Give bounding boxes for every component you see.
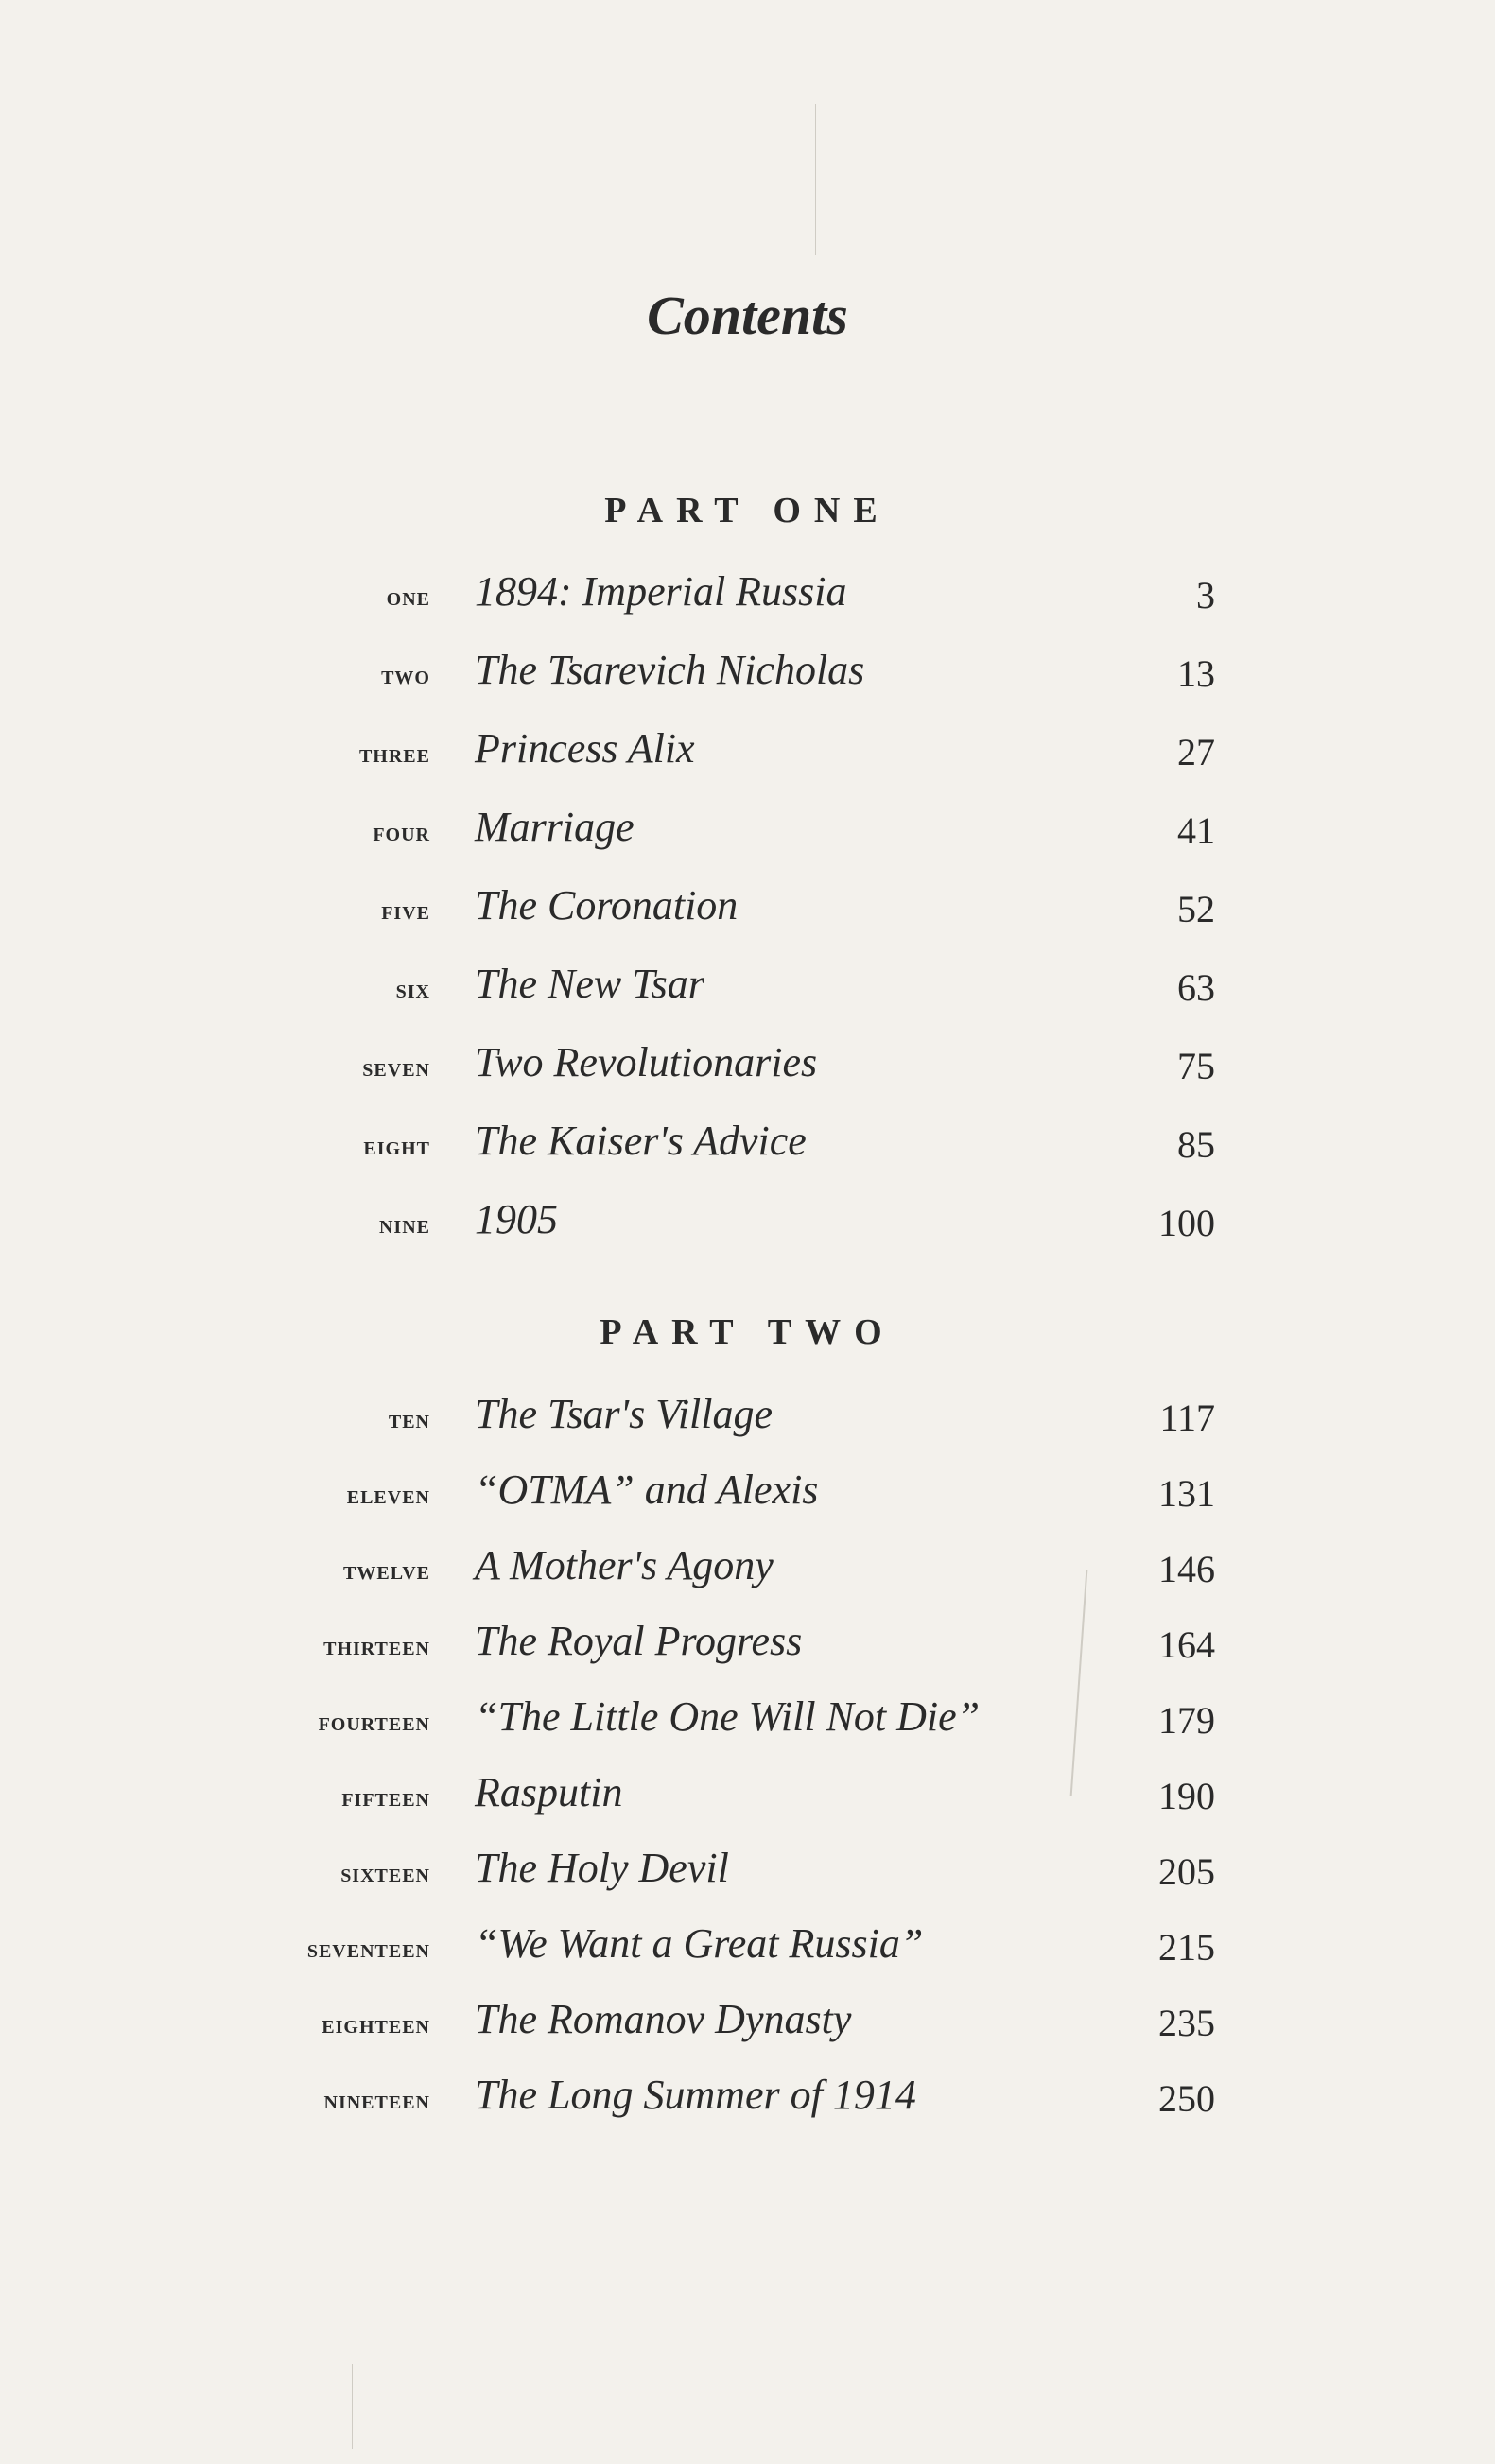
chapter-page-number: 205 [1158, 1850, 1215, 1893]
chapter-number: eight [363, 1132, 430, 1161]
chapter-title: Rasputin [475, 1769, 623, 1815]
toc-entry [0, 960, 1495, 1016]
chapter-page-number: 3 [1196, 574, 1215, 616]
chapter-title: 1905 [475, 1196, 558, 1242]
chapter-page-number: 52 [1177, 888, 1215, 930]
toc-entry [0, 1466, 1495, 1522]
toc-entry [0, 1195, 1495, 1252]
chapter-number: four [373, 818, 430, 847]
chapter-title: The Tsarevich Nicholas [475, 647, 865, 693]
chapter-title: The New Tsar [475, 961, 704, 1007]
chapter-page-number: 250 [1158, 2077, 1215, 2120]
chapter-number: twelve [343, 1556, 430, 1586]
chapter-number: eleven [346, 1481, 430, 1510]
chapter-page-number: 164 [1158, 1623, 1215, 1666]
chapter-number: three [358, 739, 430, 769]
chapter-title: The Royal Progress [475, 1618, 803, 1664]
chapter-page-number: 117 [1159, 1397, 1215, 1439]
chapter-page-number: 190 [1158, 1775, 1215, 1817]
chapter-title: The Tsar's Village [475, 1391, 774, 1437]
chapter-title: The Kaiser's Advice [475, 1118, 807, 1164]
toc-entry [0, 1617, 1495, 1674]
chapter-page-number: 27 [1177, 731, 1215, 773]
chapter-title: Two Revolutionaries [475, 1039, 818, 1085]
chapter-page-number: 75 [1177, 1045, 1215, 1087]
chapter-page-number: 215 [1158, 1926, 1215, 1969]
chapter-page-number: 131 [1158, 1472, 1215, 1515]
paper-crease [352, 2364, 353, 2449]
chapter-page-number: 85 [1177, 1123, 1215, 1166]
chapter-number: eighteen [322, 2010, 430, 2039]
chapter-page-number: 63 [1177, 966, 1215, 1009]
chapter-number: two [381, 661, 430, 690]
page-title: Contents [647, 285, 848, 346]
chapter-page-number: 41 [1177, 809, 1215, 852]
paper-crease [1070, 1570, 1088, 1796]
toc-entry [0, 567, 1495, 624]
part-heading-one: PART ONE [604, 491, 891, 530]
toc-entry [0, 1117, 1495, 1173]
chapter-page-number: 146 [1158, 1548, 1215, 1590]
chapter-number: seven [362, 1053, 430, 1083]
chapter-number: six [395, 975, 430, 1004]
toc-entry [0, 1995, 1495, 2052]
toc-entry [0, 1919, 1495, 1976]
chapter-number: five [381, 896, 430, 926]
toc-entry [0, 881, 1495, 938]
part-heading-two: PART TWO [600, 1312, 895, 1352]
chapter-title: Marriage [475, 804, 635, 850]
chapter-title: A Mother's Agony [475, 1542, 774, 1588]
toc-entry [0, 646, 1495, 703]
chapter-number: nine [378, 1210, 430, 1240]
toc-entry [0, 1844, 1495, 1900]
toc-entry [0, 803, 1495, 859]
chapter-page-number: 13 [1177, 652, 1215, 695]
chapter-number: seventeen [306, 1935, 430, 1964]
chapter-title: “The Little One Will Not Die” [475, 1693, 981, 1740]
toc-entry [0, 1768, 1495, 1825]
toc-entry [0, 1692, 1495, 1749]
chapter-title: The Holy Devil [475, 1845, 729, 1891]
chapter-title: The Romanov Dynasty [475, 1996, 852, 2042]
chapter-number: ten [388, 1405, 430, 1434]
chapter-number: one [386, 582, 430, 612]
chapter-title: Princess Alix [475, 725, 695, 772]
chapter-page-number: 179 [1158, 1699, 1215, 1742]
chapter-number: sixteen [340, 1859, 430, 1888]
chapter-title: “We Want a Great Russia” [475, 1920, 924, 1967]
chapter-number: nineteen [323, 2086, 430, 2115]
chapter-page-number: 235 [1158, 2002, 1215, 2044]
chapter-number: fifteen [341, 1783, 430, 1813]
toc-entry [0, 1390, 1495, 1447]
chapter-title: “OTMA” and Alexis [475, 1466, 819, 1513]
chapter-title: 1894: Imperial Russia [475, 568, 847, 615]
chapter-page-number: 100 [1158, 1202, 1215, 1244]
chapter-title: The Coronation [475, 882, 739, 928]
toc-entry [0, 2071, 1495, 2127]
chapter-number: thirteen [323, 1632, 430, 1661]
paper-crease [815, 104, 816, 255]
chapter-number: fourteen [318, 1708, 430, 1737]
toc-entry [0, 724, 1495, 781]
toc-entry [0, 1541, 1495, 1598]
toc-entry [0, 1038, 1495, 1095]
chapter-title: The Long Summer of 1914 [475, 2072, 916, 2118]
